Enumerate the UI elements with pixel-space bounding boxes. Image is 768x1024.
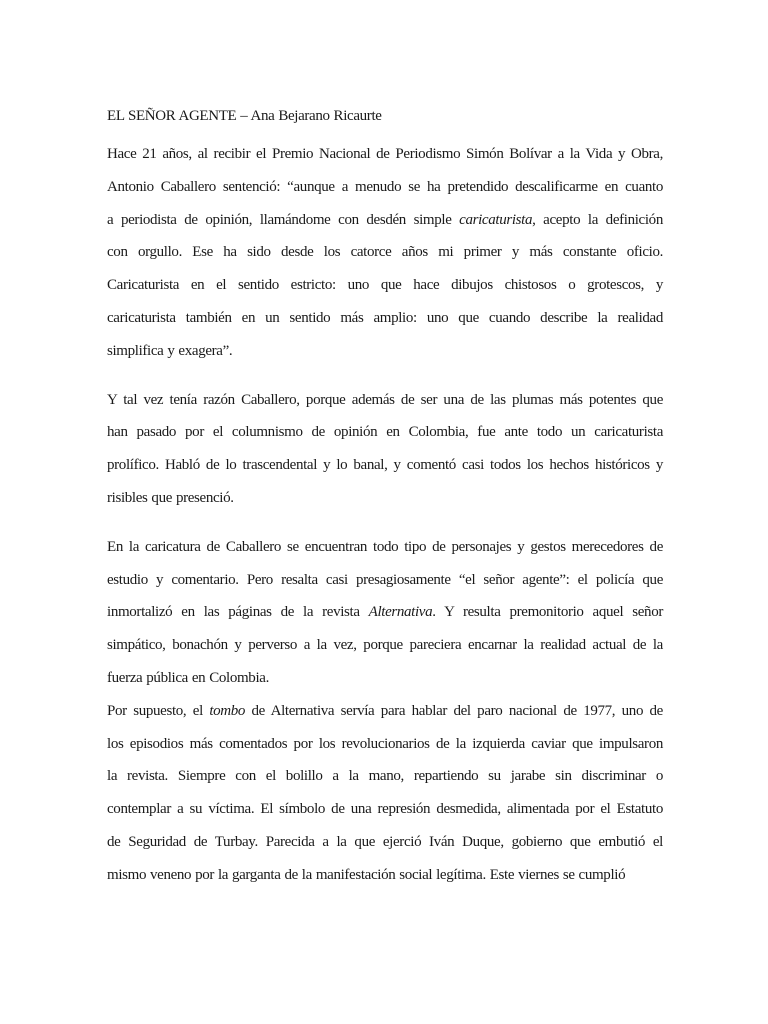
- paragraphs: [107, 138, 663, 892]
- italic-text: tombo: [209, 702, 246, 719]
- text-line: con orgullo. Ese ha sido desde los catorce años mi primer y más constante oficio.: [107, 244, 663, 261]
- text-line: risibles que presenció.: [107, 489, 234, 506]
- document-body: [107, 106, 663, 892]
- text-line: En la caricatura de Caballero se encuentran todo tipo de personajes y gestos merecedores de: [107, 538, 663, 555]
- italic-text: caricaturista: [459, 211, 533, 228]
- text-line: Hace 21 años, al recibir el Premio Nacional de Periodismo Simón Bolívar a la Vida y Obra,: [107, 146, 663, 162]
- text-line: prolífico. Habló de lo trascendental y lo banal, y comentó casi todos los hechos históricos y: [107, 457, 663, 474]
- text-line: Por supuesto, el tombo de Alternativa servía para hablar del paro nacional de 1977, uno de: [107, 702, 663, 719]
- text-line: a periodista de opinión, llamándome con desdén simple caricaturista, acepto la definición: [107, 211, 663, 228]
- text-line: simpático, bonachón y perverso a la vez, porque pareciera encarnar la realidad actual de la: [107, 637, 663, 654]
- text-line: fuerza pública en Colombia.: [107, 669, 269, 686]
- text-line: Antonio Caballero sentenció: “aunque a menudo se ha pretendido descalificarme en cuanto: [107, 178, 663, 195]
- document-title: EL SEÑOR AGENTE – Ana Bejarano Ricaurte: [107, 108, 382, 124]
- paragraph: [107, 138, 663, 368]
- text-line: mismo veneno por la garganta de la manifestación social legítima. Este viernes se cumplió: [107, 866, 626, 883]
- text-line: Caricaturista en el sentido estricto: uno que hace dibujos chistosos o grotescos, y: [107, 277, 663, 294]
- paragraph: [107, 695, 663, 892]
- text-line: contemplar a su víctima. El símbolo de una represión desmedida, alimentada por el Estatuto: [107, 801, 663, 818]
- text-line: caricaturista también en un sentido más amplio: uno que cuando describe la realidad: [107, 309, 663, 326]
- text-line: los episodios más comentados por los revolucionarios de la izquierda caviar que impulsaron: [107, 735, 663, 752]
- text-line: de Seguridad de Turbay. Parecida a la que ejerció Iván Duque, gobierno que embutió el: [107, 833, 663, 850]
- text-line: estudio y comentario. Pero resalta casi presagiosamente “el señor agente”: el policía que: [107, 571, 663, 588]
- text-line: simplifica y exagera”.: [107, 342, 233, 359]
- text-line: han pasado por el columnismo de opinión en Colombia, fue ante todo un caricaturista: [107, 424, 663, 441]
- paragraph: [107, 531, 663, 695]
- italic-text: Alternativa: [368, 604, 433, 621]
- text-line: la revista. Siempre con el bolillo a la mano, repartiendo su jarabe sin discriminar o: [107, 768, 663, 785]
- text-line: Y tal vez tenía razón Caballero, porque además de ser una de las plumas más potentes que: [107, 391, 663, 408]
- paragraph: [107, 384, 663, 515]
- text-line: inmortalizó en las páginas de la revista Alternativa. Y resulta premonitorio aquel señor: [107, 604, 663, 621]
